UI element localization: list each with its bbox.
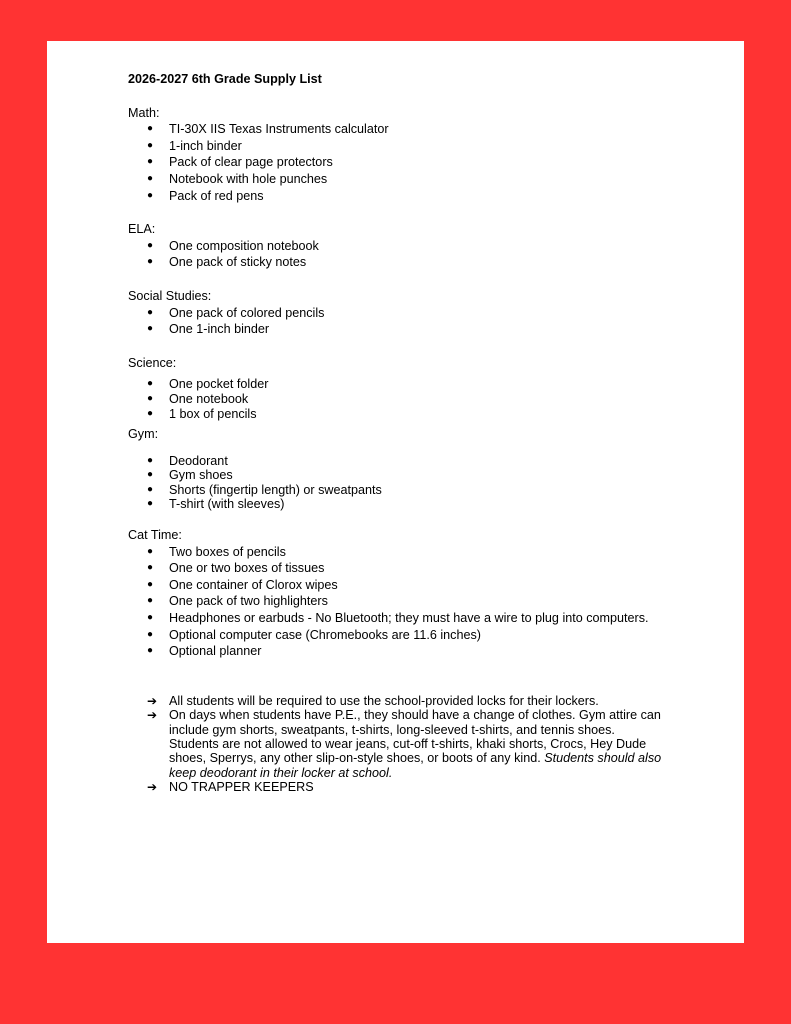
list-math bbox=[128, 121, 668, 204]
list-item: ● One or two boxes of tissues bbox=[128, 560, 668, 577]
section-heading-gym: Gym: bbox=[128, 427, 159, 442]
section-heading-ela: ELA: bbox=[128, 222, 156, 237]
section-heading-science: Science: bbox=[128, 355, 177, 370]
list-item: ● One notebook bbox=[128, 392, 668, 407]
note-pe-text: On days when students have P.E., they should have a change of clothes. Gym attire can include gym shorts, sweatpants, t-shirts, long-sleeved t-shirts, and tennis shoes. Students are not allowed to wear jeans, cut-off t-shirts, khaki shorts, Crocs, Hey Dude shoes, Sperrys, any other slip-on-style shoes, or boots of any kind. bbox=[169, 708, 661, 766]
list-item: ● One composition notebook bbox=[128, 238, 668, 255]
list-item: ● Headphones or earbuds - No Bluetooth; they must have a wire to plug into computers. bbox=[128, 610, 668, 627]
list-item: ● One 1-inch binder bbox=[128, 321, 668, 338]
section-heading-math: Math: bbox=[128, 105, 160, 120]
section-heading-social-studies: Social Studies: bbox=[128, 288, 212, 303]
list-item: ● One pack of colored pencils bbox=[128, 305, 668, 322]
list-gym bbox=[128, 454, 668, 512]
list-item: ● One container of Clorox wipes bbox=[128, 577, 668, 594]
list-item: ● Optional computer case (Chromebooks are 11.6 inches) bbox=[128, 627, 668, 644]
note-trapper-keepers: ➔ NO TRAPPER KEEPERS bbox=[128, 780, 668, 794]
list-item: ● T-shirt (with sleeves) bbox=[128, 497, 668, 512]
notes-list bbox=[128, 694, 668, 795]
list-item: ● 1-inch binder bbox=[128, 138, 668, 155]
list-item: ● Pack of clear page protectors bbox=[128, 154, 668, 171]
list-item: ● One pack of two highlighters bbox=[128, 593, 668, 610]
section-heading-cat-time: Cat Time: bbox=[128, 528, 182, 543]
list-item: ● Optional planner bbox=[128, 643, 668, 660]
list-item: ● Deodorant bbox=[128, 454, 668, 469]
list-social-studies bbox=[128, 305, 668, 338]
list-ela bbox=[128, 238, 668, 271]
list-item: ● TI-30X IIS Texas Instruments calculator bbox=[128, 121, 668, 138]
list-cat-time bbox=[128, 544, 668, 660]
list-item: ● Notebook with hole punches bbox=[128, 171, 668, 188]
list-item: ● One pack of sticky notes bbox=[128, 254, 668, 271]
note-pe-italic: Students should also keep deodorant in their locker at school. bbox=[169, 751, 662, 780]
list-item: ● Shorts (fingertip length) or sweatpants bbox=[128, 483, 668, 498]
document-content bbox=[128, 71, 668, 795]
note-pe-attire bbox=[128, 708, 668, 780]
document-page bbox=[47, 41, 744, 943]
page-title: 2026-2027 6th Grade Supply List bbox=[128, 72, 322, 86]
list-item: ● One pocket folder bbox=[128, 377, 668, 392]
note-locks: ➔ All students will be required to use the school-provided locks for their lockers. bbox=[128, 694, 668, 708]
list-item: ● Pack of red pens bbox=[128, 188, 668, 205]
list-science bbox=[128, 377, 668, 421]
list-item: ● Gym shoes bbox=[128, 468, 668, 483]
list-item: ● Two boxes of pencils bbox=[128, 544, 668, 561]
list-item: ● 1 box of pencils bbox=[128, 407, 668, 422]
